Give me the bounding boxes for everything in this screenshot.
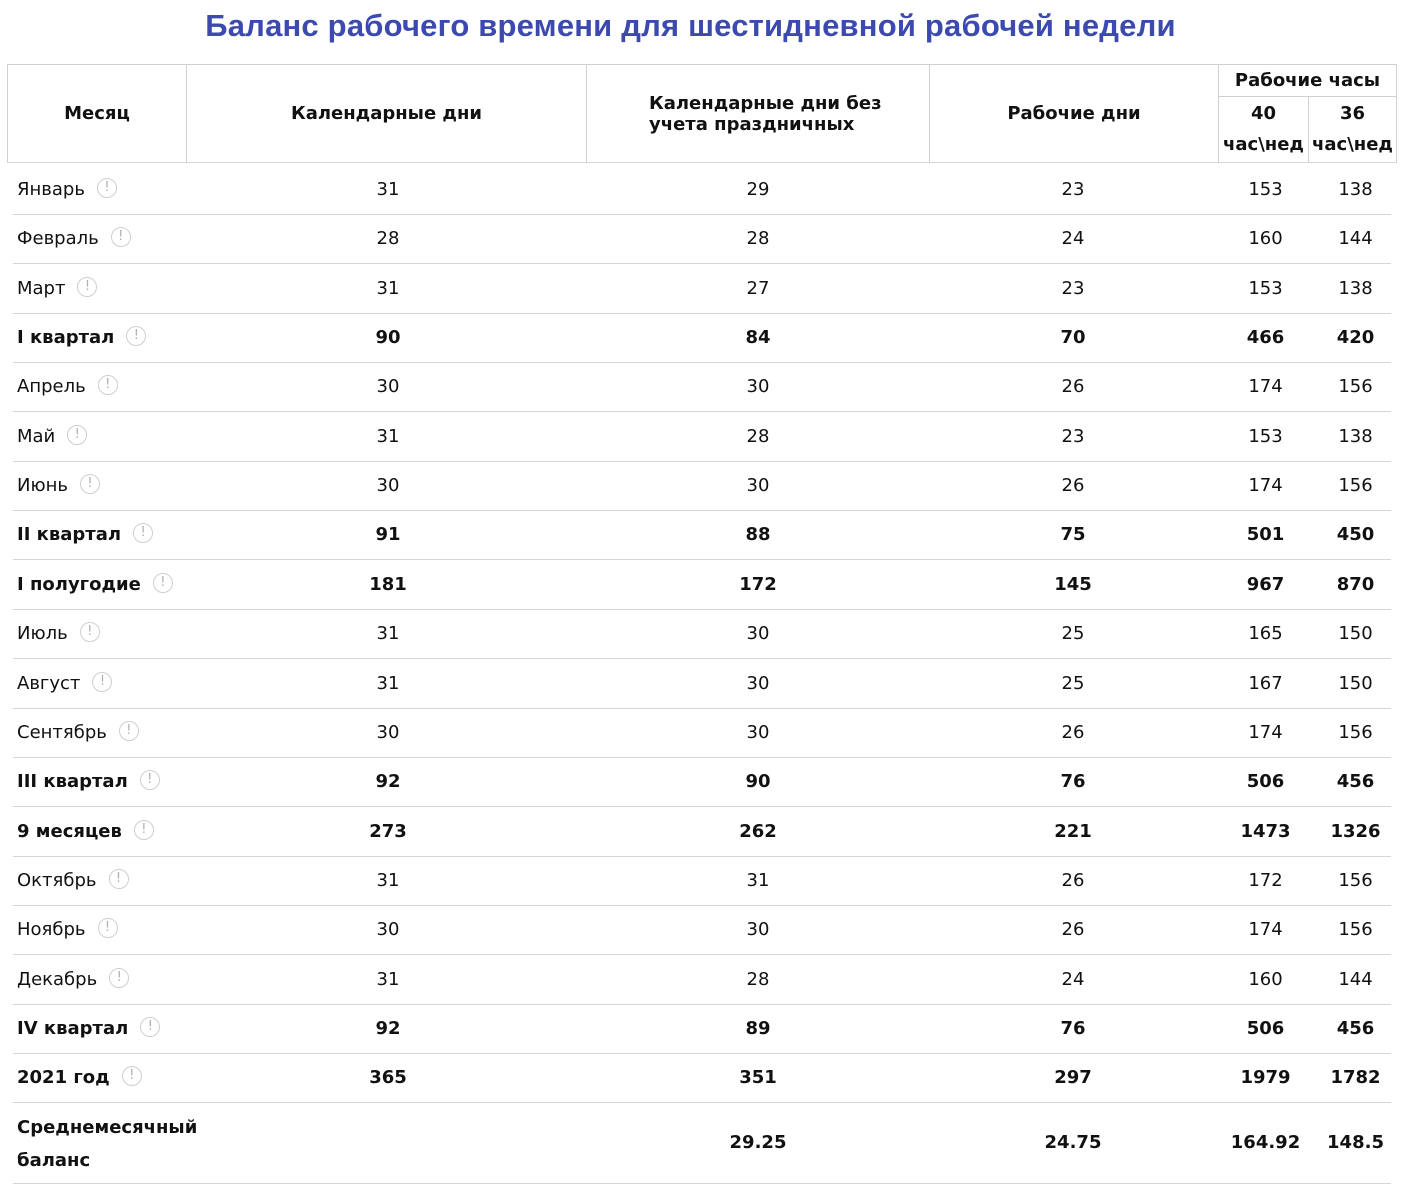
period-label: IV квартал <box>17 1018 129 1039</box>
header-hours-36-value: 36 <box>1339 103 1366 124</box>
info-icon[interactable]: ! <box>122 1066 142 1086</box>
cell-hours-40: 174 <box>1248 919 1283 940</box>
info-icon[interactable]: ! <box>126 326 146 346</box>
table-row <box>13 511 1391 560</box>
cell-calendar-no-holidays: 29.25 <box>729 1132 787 1153</box>
cell-hours-36: 156 <box>1338 376 1373 397</box>
cell-hours-36: 1782 <box>1330 1067 1381 1088</box>
cell-calendar-days: 92 <box>375 1018 401 1039</box>
cell-calendar-no-holidays: 30 <box>746 623 770 644</box>
cell-hours-40: 174 <box>1248 722 1283 743</box>
table-row <box>13 709 1391 758</box>
period-label: Октябрь <box>17 870 97 891</box>
period-label: Февраль <box>17 228 99 249</box>
info-icon[interactable]: ! <box>67 425 87 445</box>
table-row <box>13 462 1391 511</box>
cell-work-days: 26 <box>1061 919 1085 940</box>
table-row <box>13 906 1391 955</box>
period-label: Апрель <box>17 376 86 397</box>
cell-period <box>17 709 139 757</box>
table-row <box>13 610 1391 659</box>
cell-period <box>17 462 100 510</box>
table-row <box>13 413 1391 462</box>
table-row <box>13 166 1391 215</box>
info-icon[interactable]: ! <box>97 178 117 198</box>
info-icon[interactable]: ! <box>140 1017 160 1037</box>
cell-hours-36: 144 <box>1338 969 1373 990</box>
cell-calendar-no-holidays: 29 <box>746 179 770 200</box>
info-icon[interactable]: ! <box>80 474 100 494</box>
header-hours-40 <box>1218 97 1308 162</box>
period-label: I полугодие <box>17 574 141 595</box>
info-icon[interactable]: ! <box>153 573 173 593</box>
header-calendar-days: Календарные дни <box>186 65 586 162</box>
cell-work-days: 145 <box>1054 574 1092 595</box>
cell-work-days: 23 <box>1061 426 1085 447</box>
cell-work-days: 76 <box>1060 1018 1086 1039</box>
period-label: 9 месяцев <box>17 821 122 842</box>
cell-period <box>17 215 131 263</box>
period-label: Январь <box>17 179 85 200</box>
cell-work-days: 24.75 <box>1044 1132 1102 1153</box>
table-row <box>13 1005 1391 1054</box>
cell-hours-40: 506 <box>1246 771 1285 792</box>
header-work-days: Рабочие дни <box>929 65 1218 162</box>
cell-hours-36: 156 <box>1338 870 1373 891</box>
cell-work-days: 76 <box>1060 771 1086 792</box>
cell-period <box>17 758 160 806</box>
cell-calendar-days <box>313 1103 463 1183</box>
cell-work-days: 221 <box>1054 821 1092 842</box>
cell-hours-36: 138 <box>1338 278 1373 299</box>
info-icon[interactable]: ! <box>98 375 118 395</box>
cell-calendar-no-holidays: 89 <box>745 1018 771 1039</box>
table-row <box>13 314 1391 363</box>
cell-hours-36: 148.5 <box>1327 1132 1384 1153</box>
header-calendar-no-holidays-line2: учета праздничных <box>649 113 855 135</box>
cell-work-days: 23 <box>1061 179 1085 200</box>
cell-hours-40: 164.92 <box>1230 1132 1301 1153</box>
cell-calendar-days: 30 <box>376 919 400 940</box>
period-label: III квартал <box>17 771 128 792</box>
cell-calendar-no-holidays: 31 <box>746 870 770 891</box>
cell-period <box>17 808 154 856</box>
period-label: Ноябрь <box>17 919 86 940</box>
cell-period <box>17 610 100 658</box>
header-hours-40-value: 40 <box>1250 103 1277 124</box>
cell-period <box>17 1005 160 1053</box>
cell-hours-36: 150 <box>1338 623 1373 644</box>
table-row <box>13 265 1391 314</box>
cell-hours-40: 153 <box>1248 278 1283 299</box>
cell-work-days: 70 <box>1060 327 1086 348</box>
cell-calendar-no-holidays: 30 <box>746 475 770 496</box>
header-hours-36-unit: час\нед <box>1312 134 1393 155</box>
page-title: Баланс рабочего времени для шестидневной рабочей недели <box>205 8 1176 43</box>
cell-period <box>17 660 112 708</box>
header-hours-36 <box>1308 97 1396 162</box>
table-row <box>13 215 1391 264</box>
cell-calendar-no-holidays: 27 <box>746 278 770 299</box>
cell-hours-36: 144 <box>1338 228 1373 249</box>
cell-work-days: 24 <box>1061 228 1085 249</box>
cell-hours-40: 174 <box>1248 376 1283 397</box>
info-icon[interactable]: ! <box>92 672 112 692</box>
period-label: Июль <box>17 623 68 644</box>
cell-period <box>17 166 117 214</box>
period-label: II квартал <box>17 524 122 545</box>
cell-work-days: 26 <box>1061 870 1085 891</box>
cell-hours-40: 153 <box>1248 179 1283 200</box>
cell-calendar-days: 273 <box>369 821 407 842</box>
cell-hours-36: 138 <box>1338 179 1373 200</box>
cell-hours-40: 466 <box>1246 327 1285 348</box>
header-month: Месяц <box>64 103 130 124</box>
cell-calendar-days: 31 <box>376 278 400 299</box>
cell-calendar-no-holidays: 30 <box>746 673 770 694</box>
table-row <box>13 660 1391 709</box>
average-label-line1: Среднемесячный <box>17 1117 198 1138</box>
cell-calendar-no-holidays: 28 <box>746 969 770 990</box>
cell-work-days: 25 <box>1061 623 1085 644</box>
cell-period <box>17 1054 142 1102</box>
cell-calendar-no-holidays: 30 <box>746 722 770 743</box>
cell-period <box>17 511 153 559</box>
cell-period <box>17 561 173 609</box>
cell-calendar-no-holidays: 172 <box>739 574 777 595</box>
cell-hours-40: 967 <box>1246 574 1285 595</box>
cell-calendar-no-holidays: 30 <box>746 376 770 397</box>
cell-hours-36: 456 <box>1336 771 1375 792</box>
info-icon[interactable]: ! <box>133 523 153 543</box>
table-row <box>13 561 1391 610</box>
table-row <box>13 1054 1391 1103</box>
cell-hours-36: 150 <box>1338 673 1373 694</box>
cell-calendar-days: 28 <box>376 228 400 249</box>
cell-period <box>17 857 129 905</box>
period-label: Март <box>17 278 66 299</box>
info-icon[interactable]: ! <box>140 770 160 790</box>
cell-calendar-days: 91 <box>375 524 401 545</box>
cell-hours-36: 1326 <box>1330 821 1381 842</box>
average-row <box>13 1103 1391 1184</box>
cell-hours-36: 138 <box>1338 426 1373 447</box>
period-label: 2021 год <box>17 1067 110 1088</box>
cell-work-days: 26 <box>1061 376 1085 397</box>
cell-calendar-days: 181 <box>369 574 407 595</box>
cell-work-days: 24 <box>1061 969 1085 990</box>
period-label: I квартал <box>17 327 115 348</box>
cell-hours-40: 172 <box>1248 870 1283 891</box>
header-hours-40-unit: час\нед <box>1223 134 1304 155</box>
cell-calendar-days: 31 <box>376 426 400 447</box>
cell-hours-40: 501 <box>1246 524 1285 545</box>
header-calendar-no-holidays <box>586 65 929 162</box>
table-header <box>7 64 1397 163</box>
cell-hours-40: 174 <box>1248 475 1283 496</box>
average-label <box>17 1111 197 1177</box>
average-label-line2: баланс <box>17 1150 91 1171</box>
cell-hours-40: 1473 <box>1240 821 1291 842</box>
cell-calendar-days: 30 <box>376 475 400 496</box>
cell-calendar-no-holidays: 90 <box>745 771 771 792</box>
info-icon[interactable]: ! <box>109 968 129 988</box>
cell-hours-36: 456 <box>1336 1018 1375 1039</box>
cell-work-days: 297 <box>1054 1067 1092 1088</box>
cell-hours-36: 870 <box>1336 574 1375 595</box>
cell-period <box>17 363 118 411</box>
cell-calendar-days: 31 <box>376 673 400 694</box>
info-icon[interactable]: ! <box>98 918 118 938</box>
cell-period <box>17 906 118 954</box>
cell-calendar-days: 31 <box>376 179 400 200</box>
period-label: Май <box>17 426 56 447</box>
cell-period <box>17 265 97 313</box>
cell-work-days: 26 <box>1061 475 1085 496</box>
cell-work-days: 25 <box>1061 673 1085 694</box>
cell-hours-40: 165 <box>1248 623 1283 644</box>
cell-period <box>17 956 129 1004</box>
table-row <box>13 758 1391 807</box>
cell-period <box>17 413 87 461</box>
cell-calendar-days: 30 <box>376 722 400 743</box>
info-icon[interactable]: ! <box>109 869 129 889</box>
cell-hours-40: 153 <box>1248 426 1283 447</box>
cell-work-days: 75 <box>1060 524 1086 545</box>
info-icon[interactable]: ! <box>134 820 154 840</box>
cell-hours-36: 156 <box>1338 722 1373 743</box>
cell-hours-36: 450 <box>1336 524 1375 545</box>
cell-calendar-days: 30 <box>376 376 400 397</box>
header-work-hours: Рабочие часы <box>1218 65 1396 97</box>
cell-calendar-no-holidays: 28 <box>746 426 770 447</box>
cell-calendar-days: 31 <box>376 870 400 891</box>
cell-hours-36: 420 <box>1336 327 1375 348</box>
cell-work-days: 23 <box>1061 278 1085 299</box>
cell-hours-40: 160 <box>1248 969 1283 990</box>
cell-calendar-no-holidays: 84 <box>745 327 771 348</box>
cell-work-days: 26 <box>1061 722 1085 743</box>
cell-calendar-days: 90 <box>375 327 401 348</box>
period-label: Июнь <box>17 475 68 496</box>
cell-hours-40: 506 <box>1246 1018 1285 1039</box>
header-calendar-no-holidays-line1: Календарные дни без <box>649 92 882 114</box>
cell-period <box>17 314 146 362</box>
cell-calendar-no-holidays: 28 <box>746 228 770 249</box>
cell-hours-36: 156 <box>1338 919 1373 940</box>
cell-hours-40: 1979 <box>1240 1067 1291 1088</box>
cell-hours-36: 156 <box>1338 475 1373 496</box>
cell-calendar-days: 92 <box>375 771 401 792</box>
cell-calendar-days: 31 <box>376 969 400 990</box>
cell-calendar-no-holidays: 351 <box>739 1067 777 1088</box>
info-icon[interactable]: ! <box>80 622 100 642</box>
cell-calendar-no-holidays: 262 <box>739 821 777 842</box>
table-row <box>13 808 1391 857</box>
period-label: Сентябрь <box>17 722 107 743</box>
cell-calendar-no-holidays: 30 <box>746 919 770 940</box>
table-row <box>13 956 1391 1005</box>
info-icon[interactable]: ! <box>77 277 97 297</box>
info-icon[interactable]: ! <box>111 227 131 247</box>
period-label: Декабрь <box>17 969 98 990</box>
info-icon[interactable]: ! <box>119 721 139 741</box>
table-row <box>13 363 1391 412</box>
cell-hours-40: 167 <box>1248 673 1283 694</box>
cell-hours-40: 160 <box>1248 228 1283 249</box>
cell-calendar-days: 365 <box>369 1067 407 1088</box>
cell-calendar-no-holidays: 88 <box>745 524 771 545</box>
period-label: Август <box>17 673 81 694</box>
cell-calendar-days: 31 <box>376 623 400 644</box>
table-row <box>13 857 1391 906</box>
